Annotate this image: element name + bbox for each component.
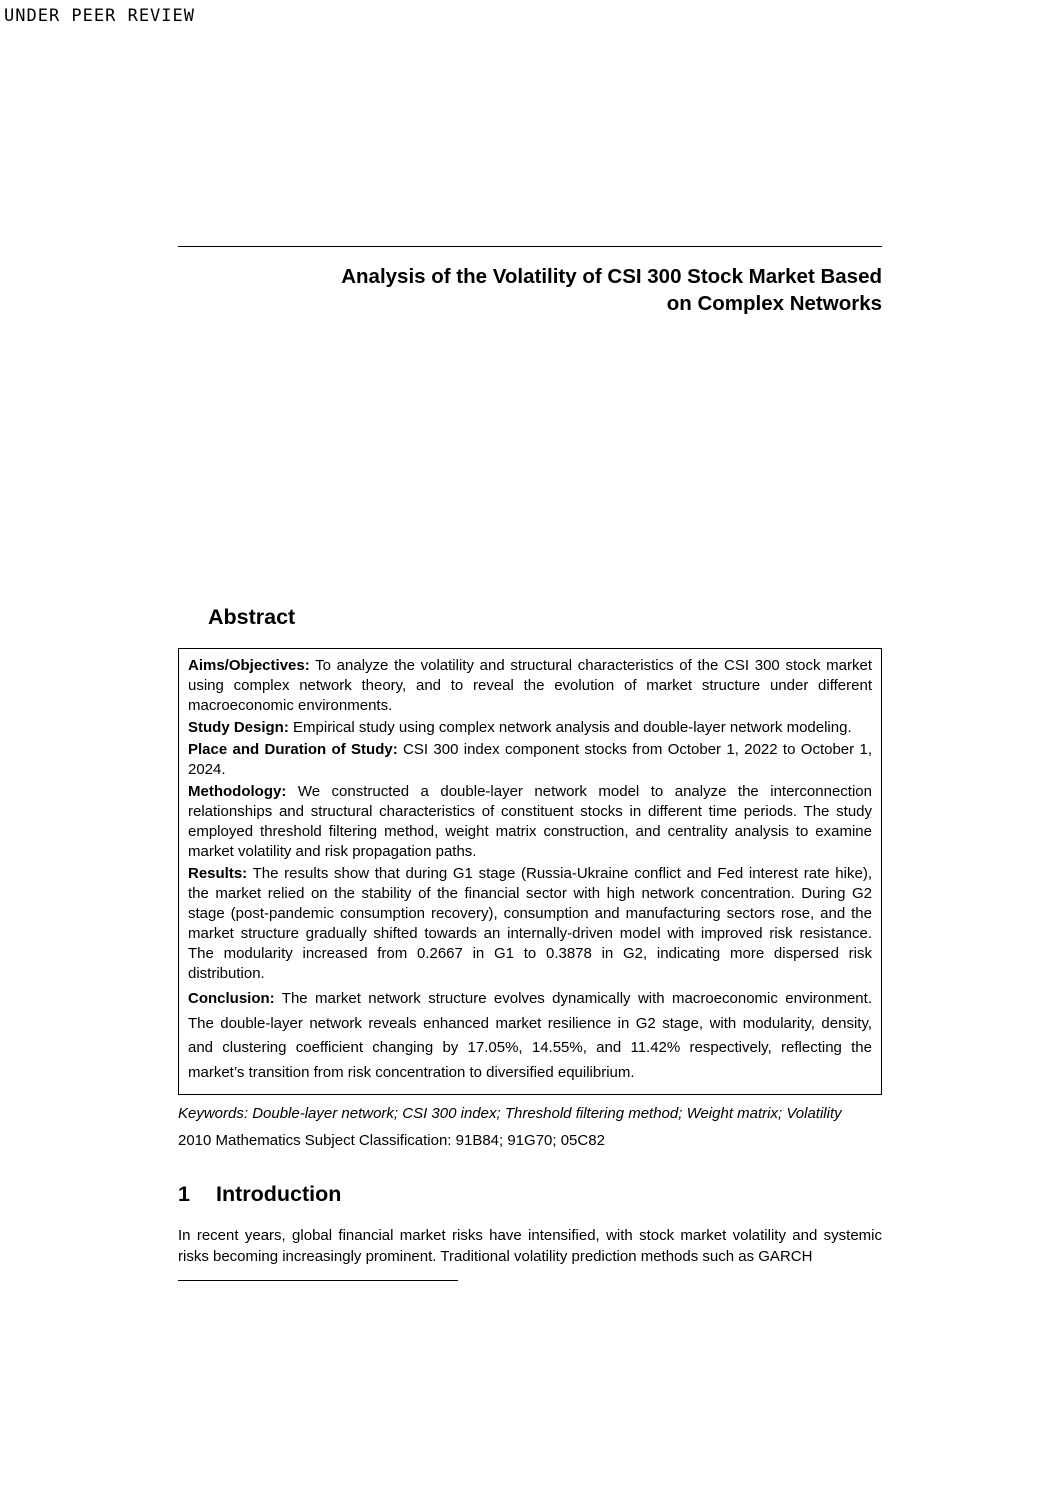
paper-title-line1: Analysis of the Volatility of CSI 300 Stock Market Based — [341, 265, 882, 288]
abstract-section-methodology — [188, 782, 872, 862]
section-heading-introduction — [178, 1181, 882, 1207]
abstract-section-aims — [188, 656, 872, 716]
abstract-text-conclusion: The market network structure evolves dynamically with macroeconomic environment. The double-layer network reveals enhanced market resilience in G2 stage, with modularity, density, and clustering coefficient changing by 17.05%, 14.55%, and 11.42% respectively, reflecting the market’s transition from risk concentration to diversified equilibrium. — [188, 990, 872, 1081]
abstract-section-conclusion — [188, 987, 872, 1085]
abstract-text-place-duration: CSI 300 index component stocks from October 1, 2022 to October 1, 2024. — [188, 741, 872, 778]
peer-review-watermark: UNDER PEER REVIEW — [4, 6, 195, 26]
abstract-section-results — [188, 864, 872, 984]
keywords-line: Keywords: Double-layer network; CSI 300 index; Threshold filtering method; Weight matrix; Volatility — [178, 1105, 842, 1122]
intro-paragraph: In recent years, global financial market risks have intensified, with stock market volatility and systemic risks becoming increasingly prominent. Traditional volatility prediction methods such as GARCH — [178, 1227, 882, 1265]
abstract-section-place-duration — [188, 740, 872, 780]
abstract-text-methodology: We constructed a double-layer network model to analyze the interconnection relationships and structural characteristics of constituent stocks in different time periods. The study employed threshold filtering method, weight matrix construction, and centrality analysis to examine market volatility and risk propagation paths. — [188, 783, 872, 860]
footnote-rule — [178, 1280, 458, 1281]
abstract-label-conclusion: Conclusion: — [188, 990, 275, 1007]
msc-line: 2010 Mathematics Subject Classification: 91B84; 91G70; 05C82 — [178, 1132, 605, 1149]
title-rule — [178, 246, 882, 247]
abstract-label-results: Results: — [188, 865, 248, 882]
paper-title-line2: on Complex Networks — [666, 292, 882, 315]
abstract-text-aims: To analyze the volatility and structural characteristics of the CSI 300 stock market using complex network theory, and to reveal the evolution of market structure under different macroeconomic environments. — [188, 657, 872, 714]
abstract-label-aims: Aims/Objectives: — [188, 657, 310, 674]
abstract-box — [178, 648, 882, 1095]
section-title: Introduction — [216, 1182, 342, 1206]
paper-content-column — [178, 246, 882, 1281]
abstract-section-study-design — [188, 718, 872, 738]
section-number: 1 — [178, 1182, 190, 1206]
abstract-label-methodology: Methodology: — [188, 783, 287, 800]
abstract-text-study-design: Empirical study using complex network analysis and double-layer network modeling. — [293, 719, 852, 736]
abstract-label-study-design: Study Design: — [188, 719, 289, 736]
abstract-heading: Abstract — [208, 605, 296, 629]
paper-title — [178, 263, 882, 317]
abstract-text-results: The results show that during G1 stage (Russia-Ukraine conflict and Fed interest rate hike), the market relied on the stability of the financial sector with high network concentration. During G2 stage (post-pandemic consumption recovery), consumption and manufacturing sectors rose, and the market structure gradually shifted towards an internally-driven model with improved risk resistance. The modularity increased from 0.2667 in G1 to 0.3878 in G2, indicating more dispersed risk distribution. — [188, 865, 872, 982]
abstract-label-place-duration: Place and Duration of Study: — [188, 741, 398, 758]
